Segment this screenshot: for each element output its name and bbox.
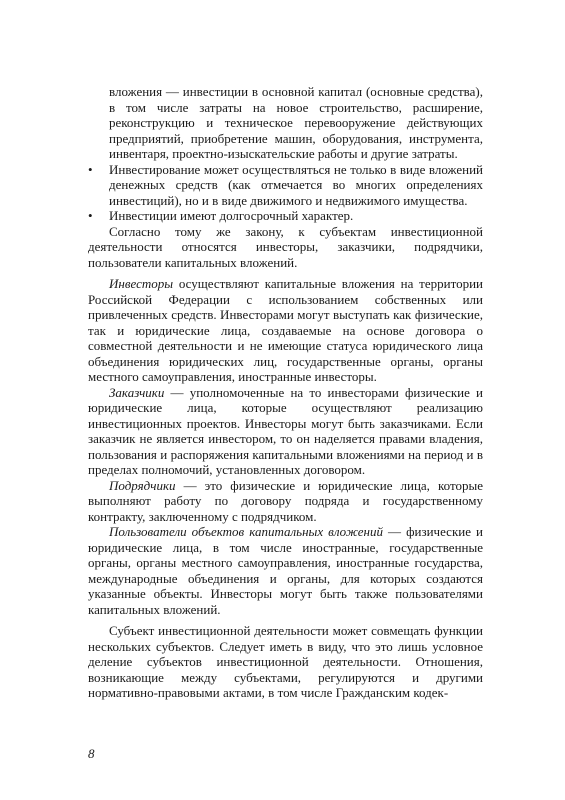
paragraph-investors: [88, 276, 483, 385]
body-text: [88, 84, 483, 701]
bullet-list: [88, 162, 483, 224]
bullet-text: Инвестирование может осуществляться не только в виде вложений денежных средств (как отмечается во многих определениях инвестиций), но и в виде движимого и недвижимого имущества.: [109, 161, 483, 208]
paragraph-customers: [88, 385, 483, 478]
users-definition: — физические и юридические лица, в том числе иностранные, государственные органы, органы местного самоуправления, иностранные государства, международные объединения и органы, для которых создаются указанные объекты. Инвесторы могут быть также пользователями капитальных вложений.: [88, 524, 483, 617]
list-item: [88, 162, 483, 209]
paragraph-users: [88, 524, 483, 617]
list-item: [88, 208, 483, 224]
term-users: Пользователи объектов капитальных вложений: [109, 524, 383, 539]
customers-definition: — уполномоченные на то инвесторами физические и юридические лица, которые осуществляют реализацию инвестиционных проектов. Инвесторы могут быть заказчиками. Если заказчик не является инвестором, то он наделяется правами владения, пользования и распоряжения капитальными вложениями на период и в пределах полномочий, установленных договором.: [88, 384, 483, 477]
term-investors: Инвесторы: [109, 276, 174, 291]
paragraph-opening: вложения — инвестиции в основной капитал (основные средства), в том числе затраты на новое строительство, расширение, реконструкцию и техническое перевооружение действующих предприятий, приобретение машин, оборудования, инструмента, инвентаря, проектно-изыскательские работы и другие затраты.: [109, 84, 483, 161]
paragraph-closing: Субъект инвестиционной деятельности может совмещать функции нескольких субъектов. Следует иметь в виду, что это лишь условное деление субъектов инвестиционной деятельности. Отношения, возникающие между субъектами, регулируются и другими нормативно-правовыми актами, в том числе Гражданским кодек-: [88, 623, 483, 700]
investors-definition: осуществляют капитальные вложения на территории Российской Федерации с использованием собственных или привлеченных средств. Инвесторами могут выступать как физические, так и юридические лица, создаваемые на основе договора о совместной деятельности и не имеющие статуса юридического лица объединения юридических лиц, государственные органы, органы местного самоуправления, иностранные инвесторы.: [88, 276, 483, 384]
bullet-marker: •: [88, 161, 93, 177]
paragraph-law-subjects: Согласно тому же закону, к субъектам инвестиционной деятельности относятся инвесторы, заказчики, подрядчики, пользователи капитальных вложений.: [88, 223, 483, 270]
paragraph-contractors: [88, 478, 483, 525]
term-customers: Заказчики: [109, 384, 165, 400]
bullet-text: Инвестиции имеют долгосрочный характер.: [109, 208, 354, 223]
contractors-definition: — это физические и юридические лица, которые выполняют работу по договору подряда и государственному контракту, заключенному с подрядчиком.: [88, 477, 483, 524]
term-contractors: Подрядчики: [109, 477, 176, 493]
bullet-marker: •: [88, 208, 93, 223]
page-number: 8: [88, 746, 95, 761]
